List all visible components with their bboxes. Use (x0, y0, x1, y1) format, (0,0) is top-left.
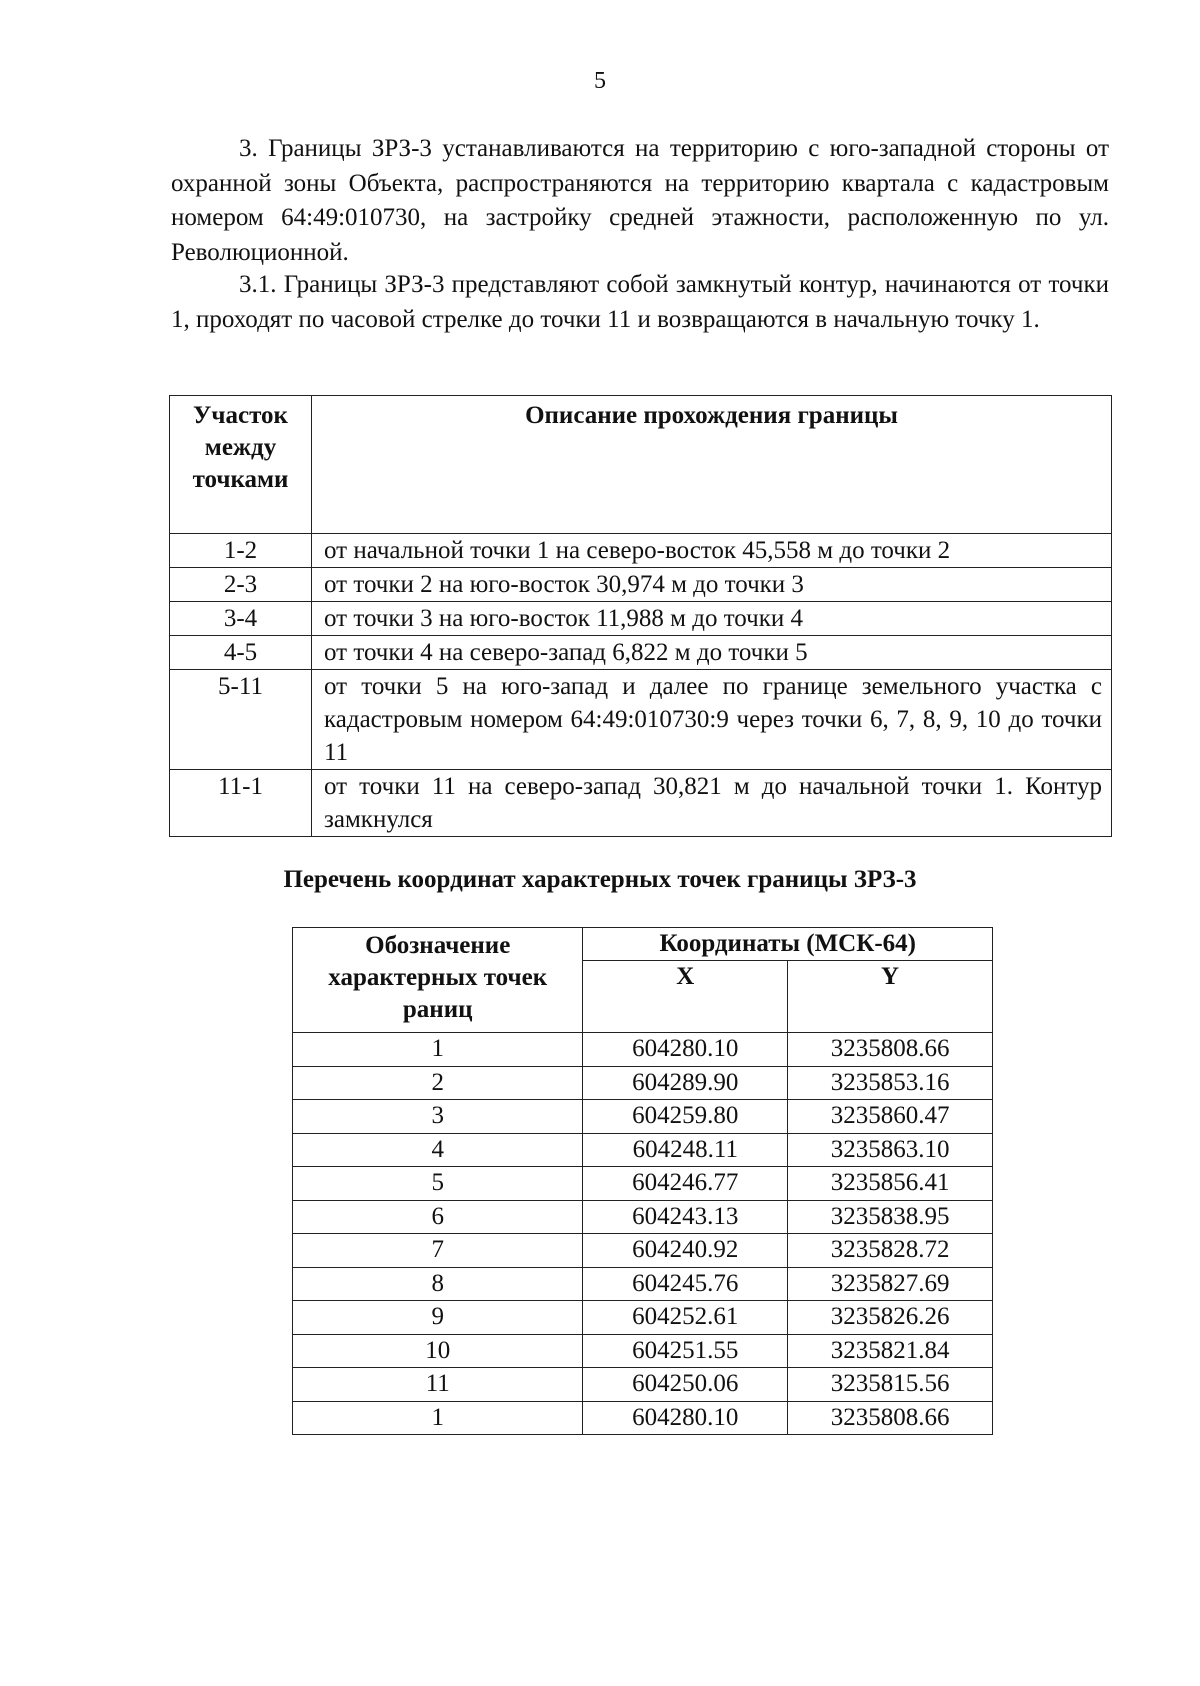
coord-y-cell: 3235826.26 (788, 1301, 993, 1335)
route-segment-cell: 4-5 (170, 636, 312, 670)
coord-row (293, 1066, 993, 1100)
coord-y-cell: 3235827.69 (788, 1267, 993, 1301)
coord-row (293, 1301, 993, 1335)
coord-row (293, 1334, 993, 1368)
coord-y-cell: 3235838.95 (788, 1200, 993, 1234)
coord-row (293, 1133, 993, 1167)
coord-x-cell: 604246.77 (583, 1167, 788, 1201)
coord-point-cell: 7 (293, 1234, 583, 1268)
coord-point-cell: 1 (293, 1401, 583, 1435)
coord-y-cell: 3235808.66 (788, 1033, 993, 1067)
coord-x-cell: 604280.10 (583, 1401, 788, 1435)
coord-point-cell: 6 (293, 1200, 583, 1234)
coord-x-cell: 604259.80 (583, 1100, 788, 1134)
coord-row (293, 1200, 993, 1234)
coord-y-cell: 3235808.66 (788, 1401, 993, 1435)
coord-point-cell: 10 (293, 1334, 583, 1368)
route-segment-cell: 11-1 (170, 770, 312, 837)
coord-header-system: Координаты (МСК-64) (583, 928, 993, 961)
route-description-cell: от точки 4 на северо-запад 6,822 м до точки 5 (312, 636, 1112, 670)
coord-y-cell: 3235856.41 (788, 1167, 993, 1201)
route-description-cell: от точки 3 на юго-восток 11,988 м до точки 4 (312, 602, 1112, 636)
coord-point-cell: 5 (293, 1167, 583, 1201)
coord-point-cell: 1 (293, 1033, 583, 1067)
coord-row (293, 1100, 993, 1134)
coord-x-cell: 604289.90 (583, 1066, 788, 1100)
coord-x-cell: 604248.11 (583, 1133, 788, 1167)
route-table-row (170, 534, 1112, 568)
coord-y-cell: 3235853.16 (788, 1066, 993, 1100)
coord-header-row (293, 928, 993, 961)
coord-x-cell: 604250.06 (583, 1368, 788, 1402)
coord-point-cell: 9 (293, 1301, 583, 1335)
coord-row (293, 1234, 993, 1268)
route-segment-cell: 1-2 (170, 534, 312, 568)
route-table-row (170, 770, 1112, 837)
route-table-row (170, 636, 1112, 670)
route-segment-cell: 3-4 (170, 602, 312, 636)
coord-point-cell: 4 (293, 1133, 583, 1167)
route-header-segment: Участок между точками (170, 396, 312, 534)
coord-point-cell: 3 (293, 1100, 583, 1134)
coord-y-cell: 3235863.10 (788, 1133, 993, 1167)
coordinates-table (292, 927, 993, 1435)
route-description-cell: от точки 11 на северо-запад 30,821 м до начальной точки 1. Контур замкнулся (312, 770, 1112, 837)
paragraph-zone-boundaries: 3. Границы ЗРЗ-3 устанавливаются на территорию с юго-западной стороны от охранной зоны Объекта, распространяются на территорию квартала с кадастровым номером 64:49:010730, на застройку средней этажности, расположенную по ул. Революционной. (171, 135, 1109, 266)
coord-row (293, 1267, 993, 1301)
route-table-row (170, 568, 1112, 602)
coord-row (293, 1401, 993, 1435)
coord-x-cell: 604245.76 (583, 1267, 788, 1301)
route-table-header-row (170, 396, 1112, 534)
coord-x-cell: 604251.55 (583, 1334, 788, 1368)
coord-x-cell: 604252.61 (583, 1301, 788, 1335)
coord-row (293, 1033, 993, 1067)
coord-x-cell: 604243.13 (583, 1200, 788, 1234)
boundary-route-table (169, 395, 1112, 837)
route-segment-cell: 2-3 (170, 568, 312, 602)
page-number: 5 (594, 68, 606, 94)
route-segment-cell: 5-11 (170, 670, 312, 770)
coord-header-points: Обозначение характерных точек раниц (293, 928, 583, 1033)
coord-x-cell: 604240.92 (583, 1234, 788, 1268)
route-description-cell: от начальной точки 1 на северо-восток 45,558 м до точки 2 (312, 534, 1112, 568)
coord-point-cell: 11 (293, 1368, 583, 1402)
coord-y-cell: 3235828.72 (788, 1234, 993, 1268)
coord-point-cell: 2 (293, 1066, 583, 1100)
coord-y-cell: 3235815.56 (788, 1368, 993, 1402)
coord-header-x: X (583, 961, 788, 1033)
coord-x-cell: 604280.10 (583, 1033, 788, 1067)
route-description-cell: от точки 2 на юго-восток 30,974 м до точки 3 (312, 568, 1112, 602)
route-header-description: Описание прохождения границы (312, 396, 1112, 534)
coord-header-y: Y (788, 961, 993, 1033)
coord-y-cell: 3235821.84 (788, 1334, 993, 1368)
route-table-row (170, 602, 1112, 636)
coord-point-cell: 8 (293, 1267, 583, 1301)
paragraph-contour-description: 3.1. Границы ЗРЗ-3 представляют собой замкнутый контур, начинаются от точки 1, проходят по часовой стрелке до точки 11 и возвращаются в начальную точку 1. (171, 271, 1109, 333)
coord-y-cell: 3235860.47 (788, 1100, 993, 1134)
coord-row (293, 1167, 993, 1201)
coord-row (293, 1368, 993, 1402)
coordinates-section-title: Перечень координат характерных точек границы ЗРЗ-3 (283, 866, 917, 893)
route-description-cell: от точки 5 на юго-запад и далее по границе земельного участка с кадастровым номером 64:49:010730:9 через точки 6, 7, 8, 9, 10 до точки 11 (312, 670, 1112, 770)
route-table-row (170, 670, 1112, 770)
